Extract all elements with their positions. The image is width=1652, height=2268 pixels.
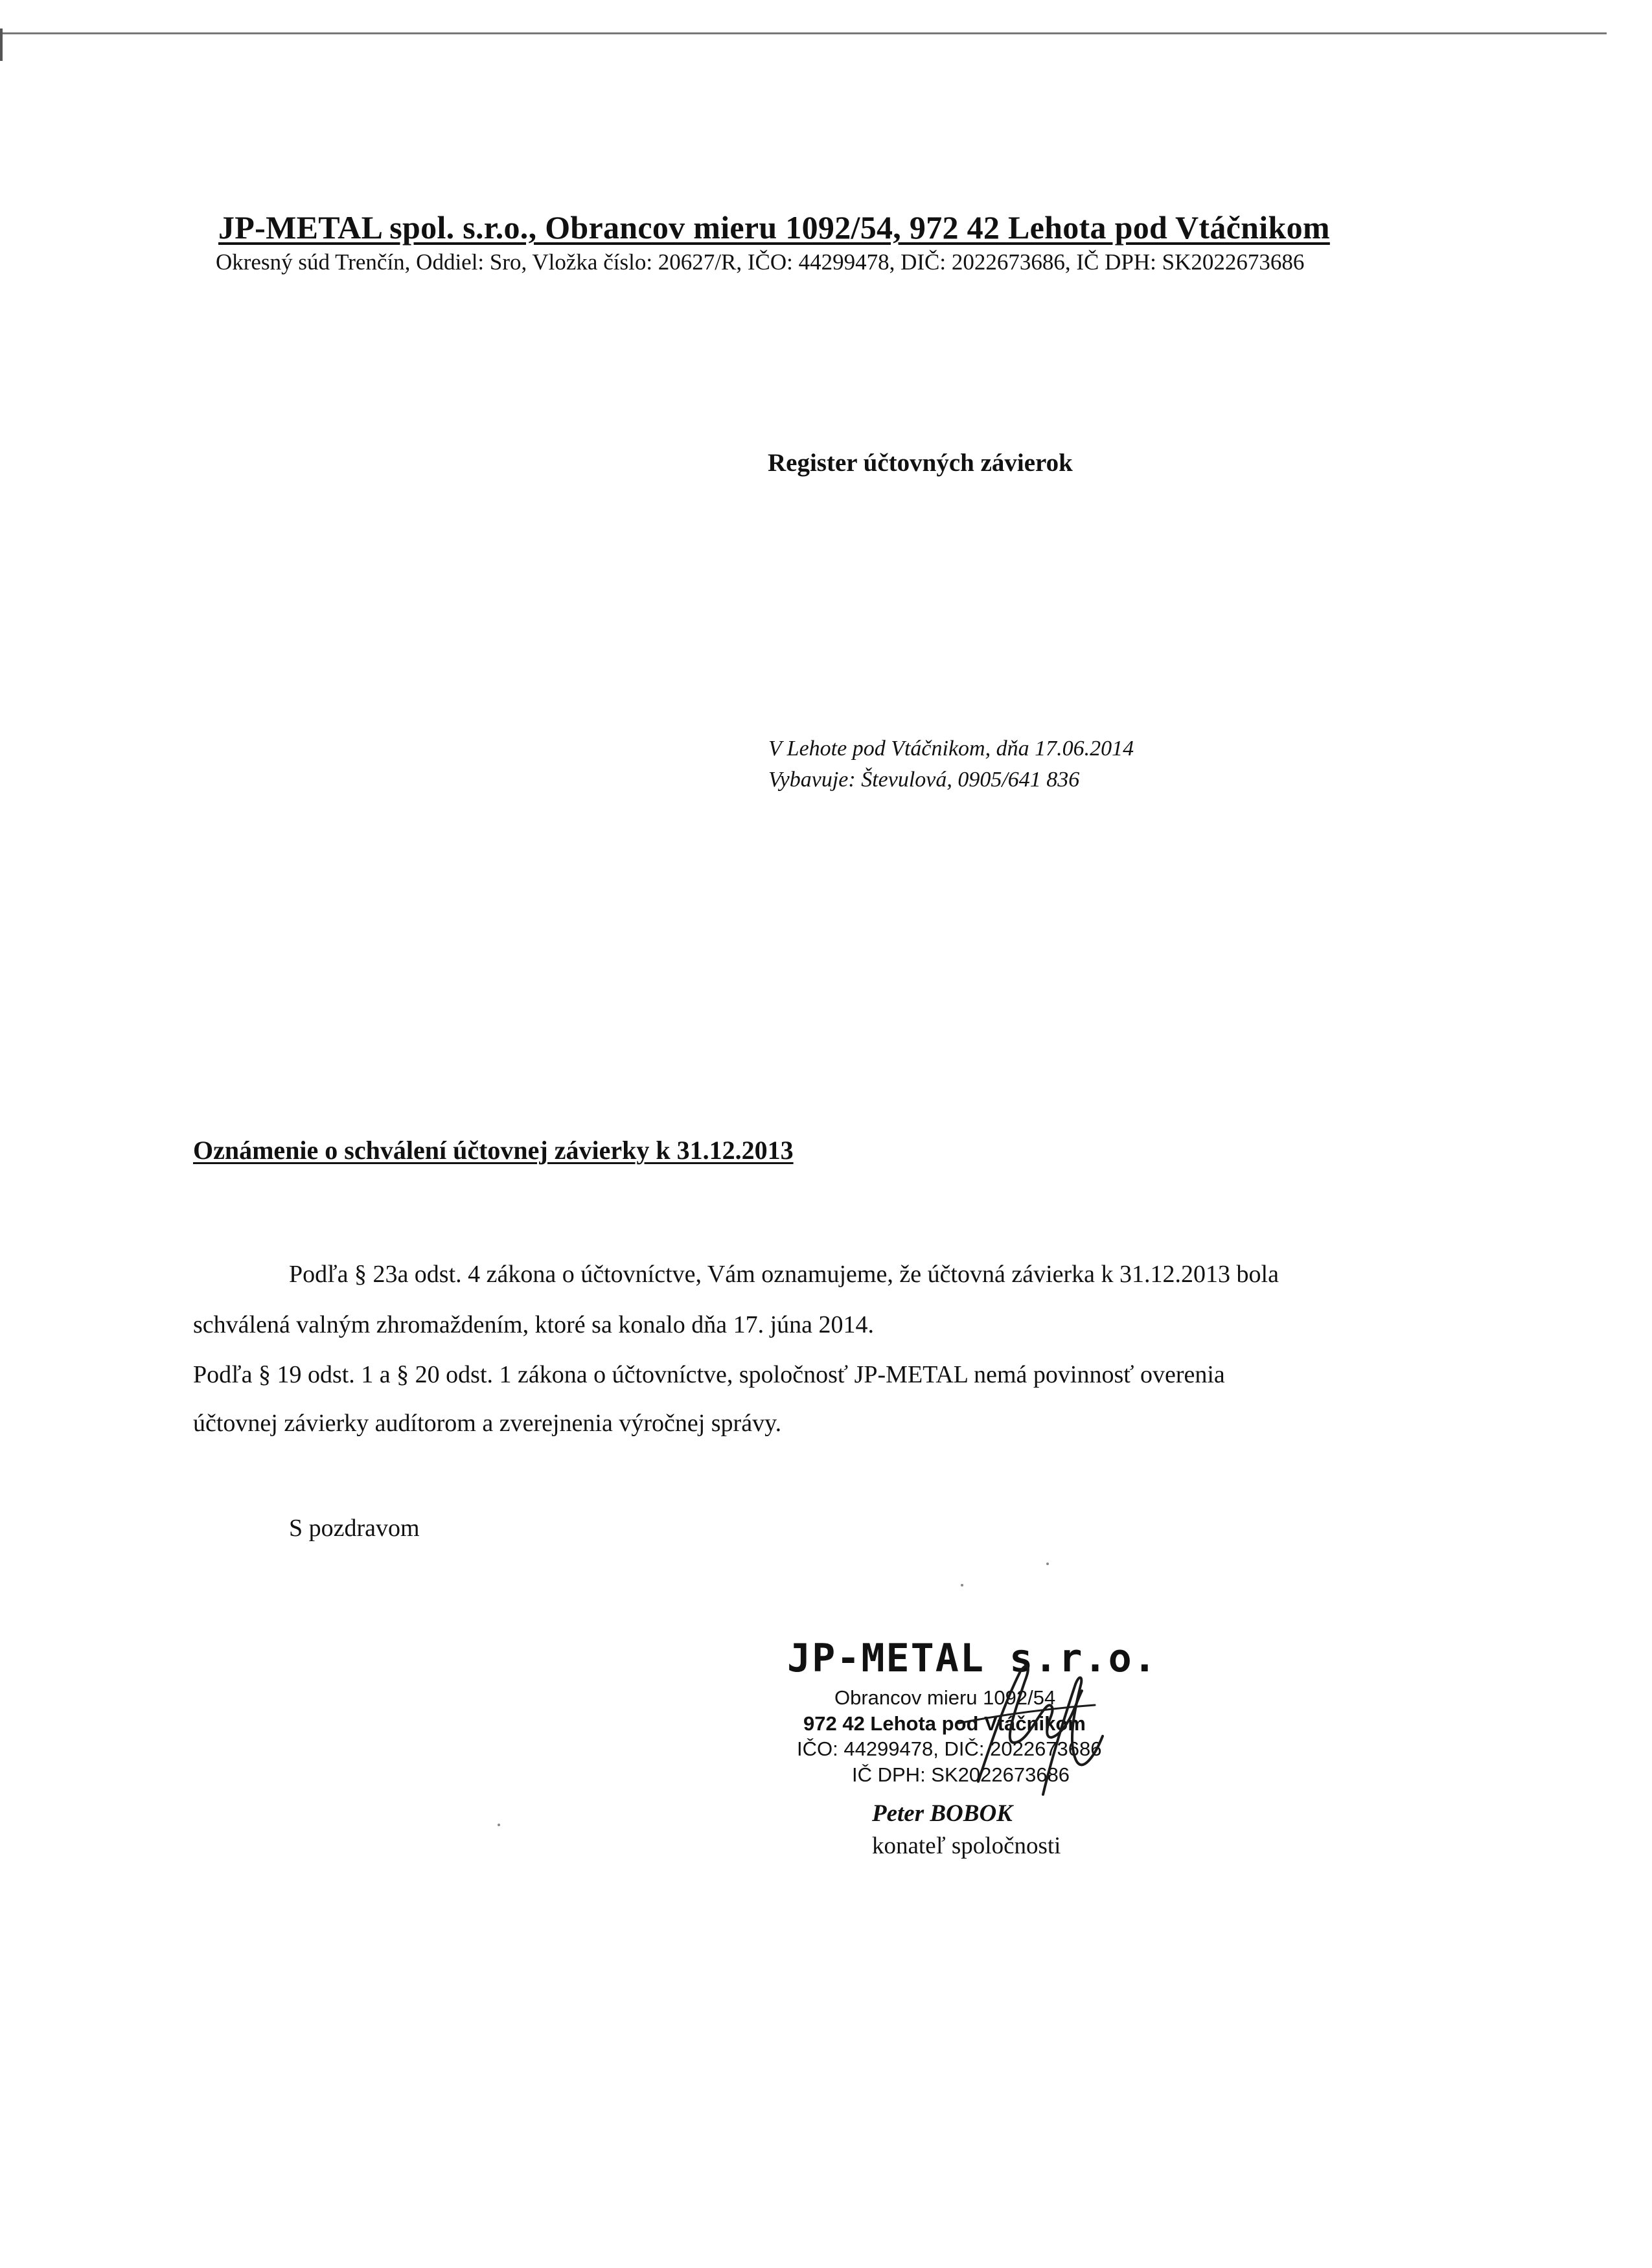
body-line-4: účtovnej závierky audítorom a zverejnenia výročnej správy. bbox=[193, 1410, 782, 1437]
greeting: S pozdravom bbox=[289, 1515, 420, 1542]
scan-edge-mark bbox=[0, 29, 3, 61]
handwritten-signature bbox=[881, 1645, 1153, 1801]
signer-name: Peter BOBOK bbox=[872, 1800, 1013, 1827]
subject-heading: Oznámenie o schválení účtovnej závierky k 31.12.2013 bbox=[193, 1136, 794, 1165]
recipient: Register účtovných závierok bbox=[768, 449, 1073, 477]
place-date: V Lehote pod Vtáčnikom, dňa 17.06.2014 bbox=[768, 737, 1134, 761]
place-date-block bbox=[768, 733, 1134, 796]
scan-speck bbox=[1046, 1563, 1049, 1565]
handled-by: Vybavuje: Števulová, 0905/641 836 bbox=[768, 768, 1080, 792]
stamp-city: 972 42 Lehota pod Vtáčnikom bbox=[803, 1712, 1086, 1735]
stamp-ids: IČO: 44299478, DIČ: 2022673686 bbox=[797, 1737, 1102, 1760]
body-line-2: schválená valným zhromaždením, ktoré sa konalo dňa 17. júna 2014. bbox=[193, 1311, 875, 1338]
scan-speck bbox=[498, 1824, 500, 1826]
scan-speck bbox=[961, 1584, 963, 1586]
stamp-vat: IČ DPH: SK2022673686 bbox=[852, 1763, 1070, 1786]
scan-edge-line bbox=[0, 32, 1607, 34]
body-line-1: Podľa § 23a odst. 4 zákona o účtovníctve, Vám oznamujeme, že účtovná závierka k 31.12.2013 bola bbox=[289, 1261, 1279, 1288]
stamp-company-name: JP-METAL s.r.o. bbox=[787, 1636, 1158, 1681]
letterhead-registration-line: Okresný súd Trenčín, Oddiel: Sro, Vložka číslo: 20627/R, IČO: 44299478, DIČ: 2022673686, IČ DPH: SK2022673686 bbox=[216, 249, 1305, 275]
stamp-street: Obrancov mieru 1092/54 bbox=[834, 1686, 1056, 1709]
letterhead-company-line: JP-METAL spol. s.r.o., Obrancov mieru 1092/54, 972 42 Lehota pod Vtáčnikom bbox=[218, 209, 1330, 246]
signer-role: konateľ spoločnosti bbox=[872, 1833, 1061, 1859]
body-line-3: Podľa § 19 odst. 1 a § 20 odst. 1 zákona o účtovníctve, spoločnosť JP-METAL nemá povinnosť overenia bbox=[193, 1361, 1225, 1388]
